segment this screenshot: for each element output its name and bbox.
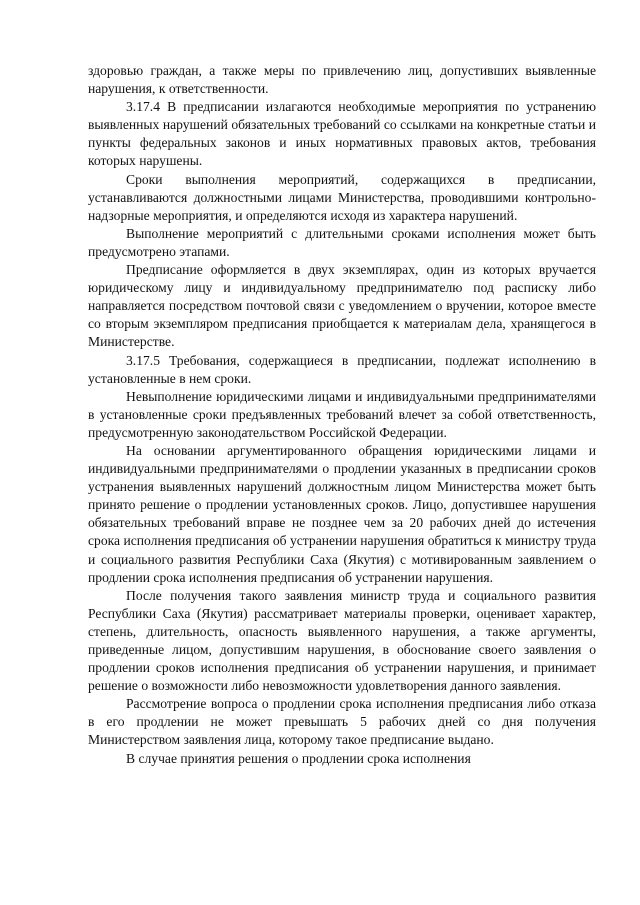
paragraph-extension-request: На основании аргументированного обращения юридическими лицами и индивидуальными предпринимателями о продлении указанных в предписании сроков устранения выявленных нарушений должностным лицом Министерства может быть принято решение о продлении установленных сроков. Лицо, допустившее нарушения обязательных требований вправе не позднее чем за 20 рабочих дней до истечения срока исполнения предписания об устранении нарушения обратиться к министру труда и социального развития Республики Саха (Якутия) с мотивированным заявлением о продлении срока исполнения предписания об устранении нарушения.	[88, 442, 596, 585]
paragraph-copies: Предписание оформляется в двух экземплярах, один из которых вручается юридическому лицу и индивидуальному предпринимателю под расписку либо направляется посредством почтовой связи с уведомлением о вручении, которое вместе со вторым экземпляром предписания приобщается к материалам дела, хранящегося в Министерстве.	[88, 262, 596, 350]
paragraph-deadlines: Сроки выполнения мероприятий, содержащихся в предписании, устанавливаются должностными лицами Министерства, проводившими контрольно-надзорные мероприятия, и определяются исходя из характера нарушений.	[88, 171, 596, 223]
paragraph-review-period: Рассмотрение вопроса о продлении срока исполнения предписания либо отказа в его продлении не может превышать 5 рабочих дней со дня получения Министерством заявления лица, которому такое предписание выдано.	[88, 696, 596, 748]
paragraph-1: здоровью граждан, а также меры по привлечению лиц, допустивших выявленные нарушения, к ответственности.	[88, 63, 596, 97]
document-page	[88, 62, 596, 768]
paragraph-extension-decision: В случае принятия решения о продлении срока исполнения	[126, 750, 471, 766]
paragraph-3-17-4: 3.17.4 В предписании излагаются необходимые мероприятия по устранению выявленных нарушений обязательных требований со ссылками на конкретные статьи и пункты федеральных законов и иных нормативных правовых актов, требования которых нарушены.	[88, 99, 596, 169]
paragraph-3-17-5: 3.17.5 Требования, содержащиеся в предписании, подлежат исполнению в установленные в нем сроки.	[88, 352, 596, 386]
paragraph-minister-review: После получения такого заявления министр труда и социального развития Республики Саха (Якутия) рассматривает материалы проверки, оценивает характер, степень, длительность, опасность выявленного нарушения, а также аргументы, приведенные лицом, допустившим нарушения, в обоснование своего заявления о продлении сроков исполнения предписания об устранении нарушения, и принимает решение о возможности либо невозможности удовлетворения данного заявления.	[88, 587, 596, 694]
paragraph-stages: Выполнение мероприятий с длительными сроками исполнения может быть предусмотрено этапами.	[88, 225, 596, 259]
paragraph-non-compliance: Невыполнение юридическими лицами и индивидуальными предпринимателями в установленные сроки предъявленных требований влечет за собой ответственность, предусмотренную законодательством Российской Федерации.	[88, 388, 596, 440]
